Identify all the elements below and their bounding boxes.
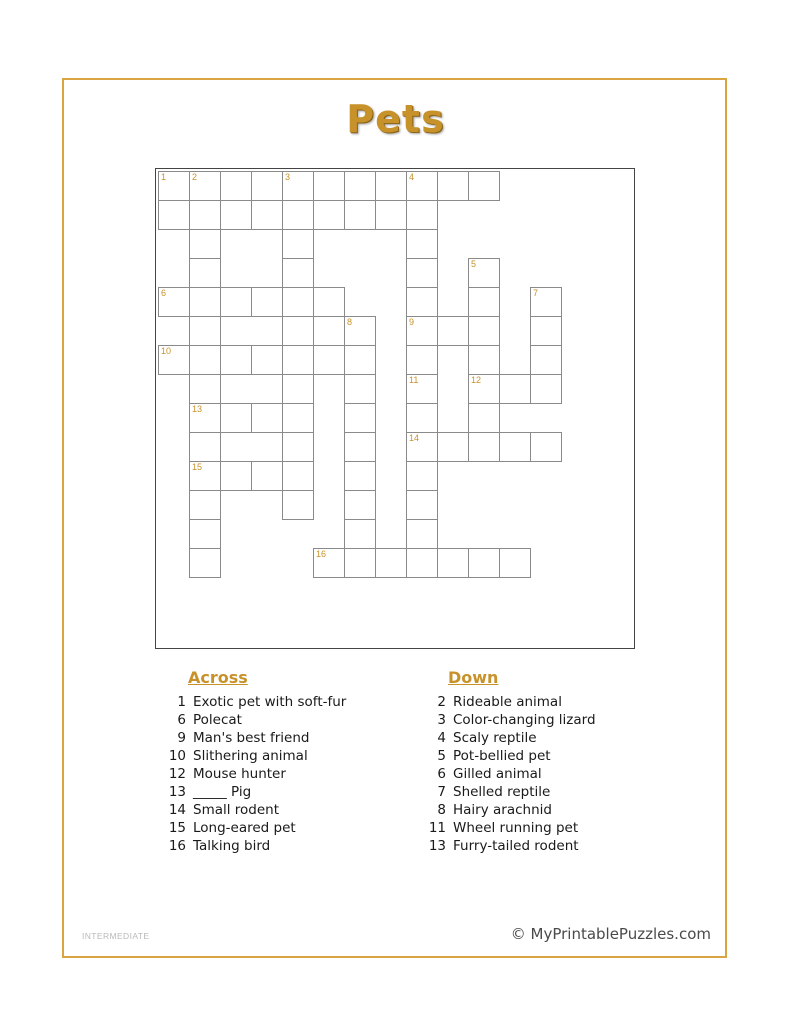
- grid-cell[interactable]: [437, 432, 469, 462]
- clue-text: _____ Pig: [193, 784, 252, 800]
- clue-item[interactable]: [160, 747, 460, 765]
- grid-cell[interactable]: [406, 287, 438, 317]
- clue-text: Mouse hunter: [193, 766, 286, 782]
- grid-cell[interactable]: [189, 258, 221, 288]
- grid-cell[interactable]: [282, 287, 314, 317]
- grid-cell[interactable]: [344, 403, 376, 433]
- clue-number: 6: [177, 712, 186, 728]
- grid-cell[interactable]: [406, 200, 438, 230]
- clue-text: Shelled reptile: [453, 784, 551, 800]
- grid-cell[interactable]: [406, 432, 438, 462]
- grid-cell[interactable]: [375, 548, 407, 578]
- grid-cell[interactable]: [158, 287, 190, 317]
- grid-cell[interactable]: [220, 461, 252, 491]
- clue-text: Gilled animal: [453, 766, 542, 782]
- grid-cell[interactable]: [406, 316, 438, 346]
- grid-cell-number: 2: [192, 172, 198, 182]
- grid-cell[interactable]: [251, 171, 283, 201]
- clue-number: 11: [428, 820, 446, 836]
- grid-cell-number: 15: [192, 462, 203, 472]
- grid-cell[interactable]: [344, 519, 376, 549]
- clue-text: Scaly reptile: [453, 730, 537, 746]
- clue-number: 13: [168, 784, 186, 800]
- grid-cell[interactable]: [220, 403, 252, 433]
- grid-cell-number: 13: [192, 404, 203, 414]
- grid-cell[interactable]: [158, 200, 190, 230]
- grid-cell[interactable]: [189, 374, 221, 404]
- grid-cell[interactable]: [282, 432, 314, 462]
- clue-item[interactable]: [160, 711, 460, 729]
- grid-cell[interactable]: [220, 287, 252, 317]
- grid-cell[interactable]: [468, 345, 500, 375]
- across-heading: Across: [188, 668, 248, 687]
- grid-cell[interactable]: [406, 229, 438, 259]
- clue-text: Wheel running pet: [453, 820, 579, 836]
- grid-cell[interactable]: [344, 200, 376, 230]
- grid-cell[interactable]: [189, 490, 221, 520]
- grid-cell[interactable]: [499, 548, 531, 578]
- clue-item[interactable]: [160, 765, 460, 783]
- grid-cell[interactable]: [344, 345, 376, 375]
- clue-number: 8: [437, 802, 446, 818]
- grid-cell[interactable]: [406, 374, 438, 404]
- grid-cell[interactable]: [282, 258, 314, 288]
- clue-item[interactable]: [420, 819, 720, 837]
- grid-cell[interactable]: [313, 548, 345, 578]
- clue-number: 12: [168, 766, 186, 782]
- grid-cell[interactable]: [189, 316, 221, 346]
- grid-cell[interactable]: [189, 229, 221, 259]
- grid-cell-number: 11: [409, 375, 419, 385]
- grid-cell[interactable]: [406, 171, 438, 201]
- grid-cell[interactable]: [344, 374, 376, 404]
- grid-cell[interactable]: [282, 171, 314, 201]
- clue-item[interactable]: [420, 783, 720, 801]
- grid-cell[interactable]: [251, 461, 283, 491]
- copyright-label: © MyPrintablePuzzles.com: [510, 925, 711, 943]
- grid-cell[interactable]: [344, 490, 376, 520]
- grid-cell[interactable]: [282, 490, 314, 520]
- clue-item[interactable]: [420, 837, 720, 855]
- clue-text: Polecat: [193, 712, 242, 728]
- grid-cell[interactable]: [282, 461, 314, 491]
- clue-text: Talking bird: [193, 838, 271, 854]
- clue-text: Rideable animal: [453, 694, 562, 710]
- clue-number: 16: [168, 838, 186, 854]
- grid-cell[interactable]: [344, 171, 376, 201]
- grid-cell-number: 10: [161, 346, 172, 356]
- clue-item[interactable]: [160, 837, 460, 855]
- grid-cell[interactable]: [499, 374, 531, 404]
- clue-item[interactable]: [420, 729, 720, 747]
- grid-cell[interactable]: [282, 374, 314, 404]
- clue-item[interactable]: [420, 801, 720, 819]
- grid-cell[interactable]: [406, 519, 438, 549]
- clue-number: 10: [168, 748, 186, 764]
- clue-number: 4: [437, 730, 446, 746]
- grid-cell[interactable]: [251, 287, 283, 317]
- grid-cell[interactable]: [282, 229, 314, 259]
- grid-cell-number: 4: [409, 172, 415, 182]
- clue-item[interactable]: [160, 693, 460, 711]
- clue-number: 15: [168, 820, 186, 836]
- grid-cell-number: 9: [409, 317, 415, 327]
- crossword-grid[interactable]: [155, 168, 635, 649]
- grid-cell[interactable]: [189, 200, 221, 230]
- page-title: Pets: [346, 97, 445, 141]
- grid-cell[interactable]: [313, 171, 345, 201]
- grid-cell-number: 14: [409, 433, 420, 443]
- grid-cell[interactable]: [406, 461, 438, 491]
- grid-cell[interactable]: [530, 374, 562, 404]
- grid-cell[interactable]: [189, 548, 221, 578]
- clue-number: 7: [437, 784, 446, 800]
- across-column: [160, 668, 460, 855]
- clue-item[interactable]: [420, 693, 720, 711]
- grid-cell[interactable]: [189, 287, 221, 317]
- grid-cell[interactable]: [375, 200, 407, 230]
- down-heading: Down: [448, 668, 499, 687]
- grid-cell[interactable]: [530, 316, 562, 346]
- grid-cell[interactable]: [313, 287, 345, 317]
- grid-cell[interactable]: [468, 548, 500, 578]
- difficulty-label: INTERMEDIATE: [82, 931, 150, 941]
- grid-cell[interactable]: [189, 403, 221, 433]
- grid-cell-number: 5: [471, 259, 477, 269]
- grid-cell-number: 8: [347, 317, 353, 327]
- grid-cell[interactable]: [406, 548, 438, 578]
- grid-cell[interactable]: [344, 432, 376, 462]
- grid-cell[interactable]: [344, 316, 376, 346]
- grid-cell[interactable]: [282, 200, 314, 230]
- clue-text: Long-eared pet: [193, 820, 296, 836]
- grid-cell[interactable]: [282, 345, 314, 375]
- grid-cell[interactable]: [468, 287, 500, 317]
- grid-cell-number: 3: [285, 172, 291, 182]
- grid-cell[interactable]: [437, 171, 469, 201]
- grid-cell[interactable]: [468, 171, 500, 201]
- grid-cell-number: 12: [471, 375, 482, 385]
- grid-cell[interactable]: [189, 432, 221, 462]
- grid-cell[interactable]: [282, 403, 314, 433]
- clue-text: Furry-tailed rodent: [453, 838, 579, 854]
- grid-cell-number: 7: [533, 288, 539, 298]
- grid-cell[interactable]: [468, 374, 500, 404]
- clue-text: Hairy arachnid: [453, 802, 552, 818]
- down-column: [420, 668, 720, 855]
- clue-item[interactable]: [160, 729, 460, 747]
- grid-cell-number: 6: [161, 288, 167, 298]
- grid-cell[interactable]: [313, 200, 345, 230]
- grid-cell[interactable]: [251, 345, 283, 375]
- clue-text: Exotic pet with soft-fur: [193, 694, 347, 710]
- clue-item[interactable]: [160, 801, 460, 819]
- grid-cell[interactable]: [189, 461, 221, 491]
- grid-cell[interactable]: [220, 171, 252, 201]
- grid-cell[interactable]: [344, 461, 376, 491]
- grid-cell[interactable]: [251, 200, 283, 230]
- grid-cell[interactable]: [189, 171, 221, 201]
- clue-number: 3: [437, 712, 446, 728]
- clue-text: Color-changing lizard: [453, 712, 596, 728]
- clue-text: Slithering animal: [193, 748, 308, 764]
- grid-cell[interactable]: [437, 316, 469, 346]
- clue-number: 2: [437, 694, 446, 710]
- grid-cell[interactable]: [220, 200, 252, 230]
- grid-cell[interactable]: [499, 432, 531, 462]
- clue-item[interactable]: [420, 747, 720, 765]
- clue-number: 6: [437, 766, 446, 782]
- clue-number: 1: [177, 694, 186, 710]
- clue-text: Pot-bellied pet: [453, 748, 551, 764]
- clue-number: 14: [168, 802, 186, 818]
- clue-item[interactable]: [160, 819, 460, 837]
- grid-cell[interactable]: [375, 171, 407, 201]
- grid-cell-number: 16: [316, 549, 327, 559]
- grid-cell[interactable]: [313, 345, 345, 375]
- clue-number: 5: [437, 748, 446, 764]
- grid-cell[interactable]: [406, 490, 438, 520]
- grid-cell[interactable]: [189, 345, 221, 375]
- across-clue-list: [160, 693, 460, 855]
- grid-cell[interactable]: [530, 287, 562, 317]
- clue-item[interactable]: [420, 765, 720, 783]
- clue-number: 9: [177, 730, 186, 746]
- clue-item[interactable]: [160, 783, 460, 801]
- grid-cell[interactable]: [406, 258, 438, 288]
- clue-item[interactable]: [420, 711, 720, 729]
- grid-cell[interactable]: [158, 171, 190, 201]
- grid-cell[interactable]: [530, 432, 562, 462]
- grid-cell[interactable]: [282, 316, 314, 346]
- grid-cell[interactable]: [406, 345, 438, 375]
- grid-cell[interactable]: [468, 316, 500, 346]
- grid-cell[interactable]: [344, 548, 376, 578]
- grid-cell[interactable]: [468, 258, 500, 288]
- down-clue-list: [420, 693, 720, 855]
- grid-cell-number: 1: [161, 172, 167, 182]
- grid-cell[interactable]: [468, 432, 500, 462]
- clue-text: Man's best friend: [193, 730, 310, 746]
- grid-cell[interactable]: [158, 345, 190, 375]
- grid-cell[interactable]: [530, 345, 562, 375]
- clues-section: [0, 668, 791, 868]
- grid-cell[interactable]: [220, 345, 252, 375]
- clue-text: Small rodent: [193, 802, 280, 818]
- grid-cell[interactable]: [468, 403, 500, 433]
- grid-cell[interactable]: [437, 548, 469, 578]
- grid-cell[interactable]: [406, 403, 438, 433]
- clue-number: 13: [428, 838, 446, 854]
- grid-cell[interactable]: [189, 519, 221, 549]
- grid-cell[interactable]: [251, 403, 283, 433]
